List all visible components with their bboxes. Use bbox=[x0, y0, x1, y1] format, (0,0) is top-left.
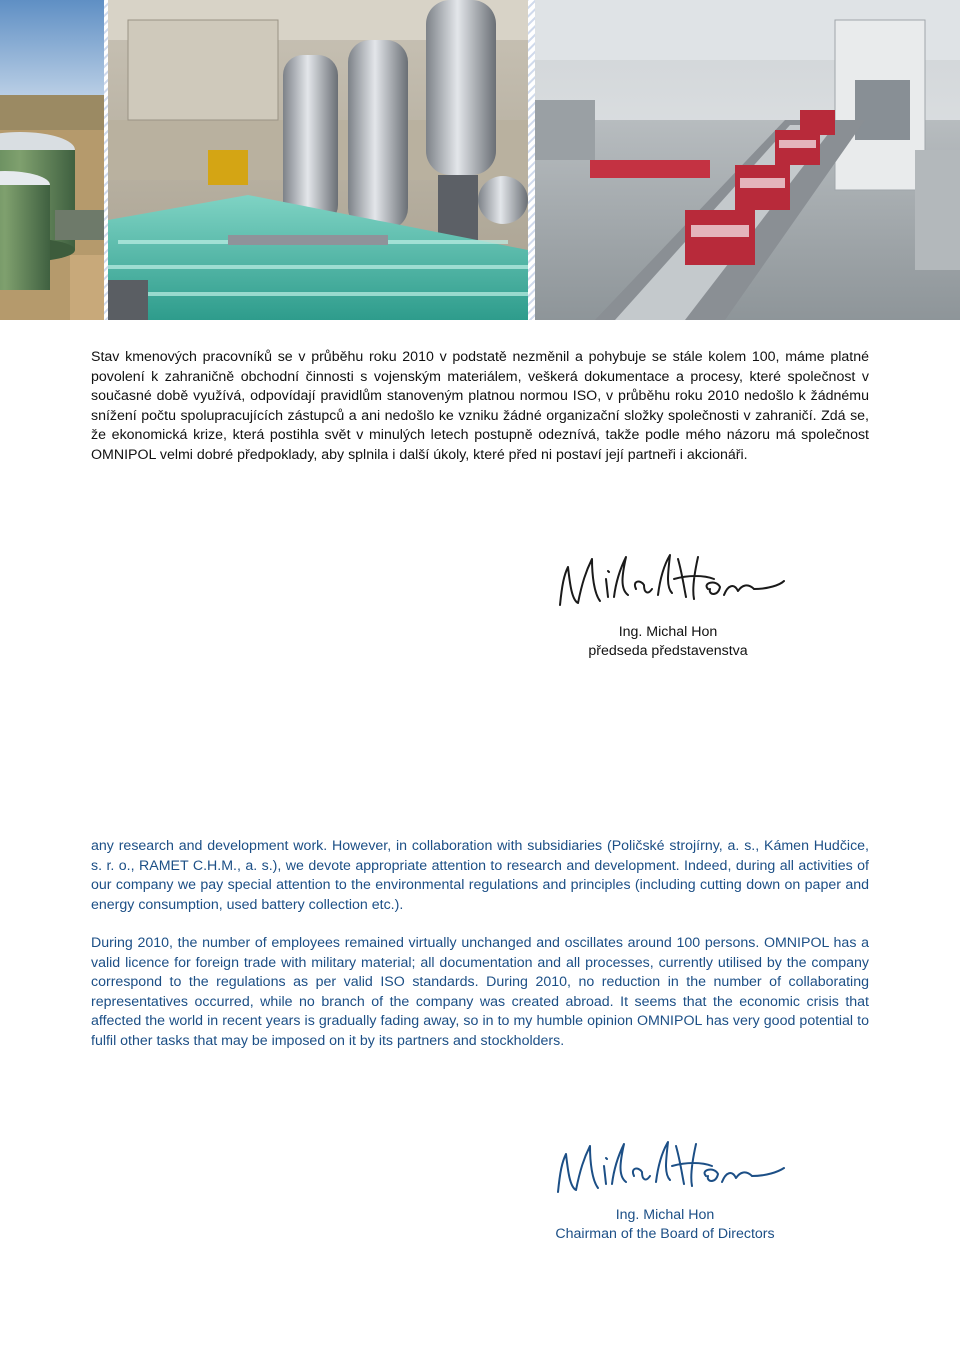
signatory-role: Chairman of the Board of Directors bbox=[555, 1226, 775, 1242]
signatory-name: Ing. Michal Hon bbox=[615, 1207, 715, 1223]
photo-bottle-conveyor bbox=[535, 0, 960, 320]
english-paragraph-1: any research and development work. However, in collaboration with subsidiaries (Poličské strojírny, a. s., Kámen Hudčice, s. r. o., RAMET C.H.M., a. s.), we devote appropriate attention to research and development. Indeed, during all activities of our company we pay special attention to the environmental regulations and principles (including cutting down on paper and energy consumption, used battery collection etc.). bbox=[91, 838, 869, 913]
handwritten-signature bbox=[540, 1132, 790, 1202]
photo-header bbox=[0, 0, 960, 320]
handwritten-signature bbox=[548, 545, 788, 617]
english-paragraph-2: During 2010, the number of employees remained virtually unchanged and oscillates around 100 persons. OMNIPOL has a valid licence for foreign trade with military material; all documentation and all processes, currently utilised by the company correspond to the regulations as per valid ISO standards. During 2010, no reduction in the number of collaborating representatives occurred, while no branch of the company was created abroad. It seems that the economic crisis that affected the world in recent years is gradually fading away, so in to my humble opinion OMNIPOL has very good potential to fulfil other tasks that may be imposed on it by its partners and stockholders. bbox=[91, 935, 869, 1049]
signatory-name: Ing. Michal Hon bbox=[618, 624, 718, 640]
signature-block-english bbox=[540, 1132, 790, 1244]
signatory-role: předseda představenstva bbox=[588, 643, 748, 659]
photo-bottling-machinery bbox=[108, 0, 528, 320]
photo-biogas-tanks bbox=[0, 0, 104, 320]
czech-paragraph: Stav kmenových pracovníků se v průběhu roku 2010 v podstatě nezměnil a pohybuje se stále kolem 100, máme platné povolení k zahraničně obchodní činnosti s vojenským materiálem, veškerá dokumentace a procesy, které společnost v současné době využívá, odpovídají pravidlům stanoveným platnou normou ISO, v průběhu roku 2010 nedošlo k žádnému snížení počtu spolupracujících zástupců a ani nedošlo ke vzniku žádné organizační složky společnosti v zahraničí. Zdá se, že ekonomická krize, která postihla svět v minulých letech postupně odeznívá, takže podle mého názoru má společnost OMNIPOL velmi dobré předpoklady, aby splnila i další úkoly, které před ni postaví její partneři i akcionáři. bbox=[91, 349, 869, 463]
signature-block-czech bbox=[548, 545, 788, 661]
